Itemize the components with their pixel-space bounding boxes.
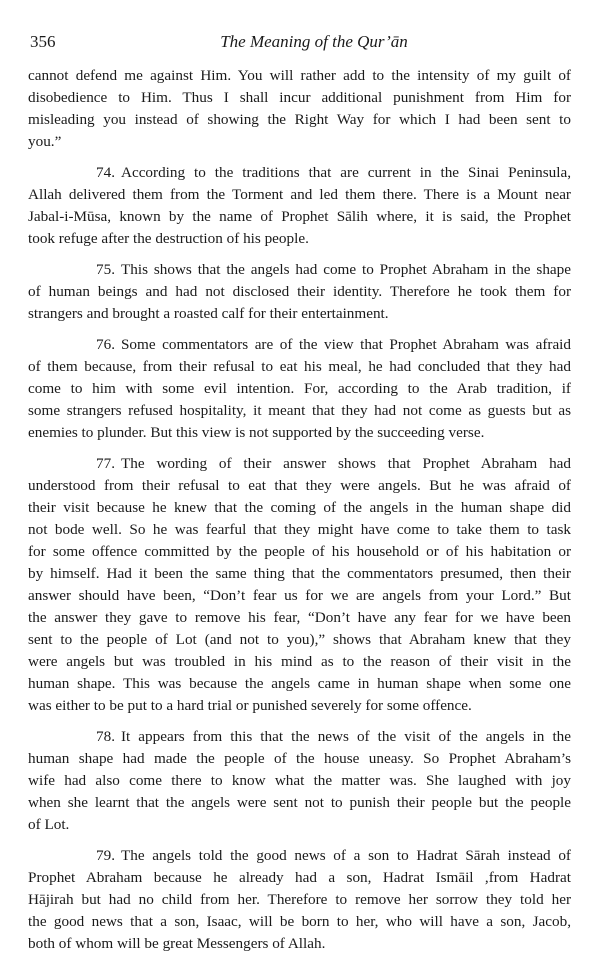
text-line: was either to be put to a hard trial or punished severely for some offence.	[28, 697, 472, 714]
text-line: not bode well. So he was fearful that they might have come to take them to task	[28, 521, 571, 538]
line-text: It appears from this that the news of the visit of the angels in the	[120, 728, 571, 745]
text-line: the good news that a son, Isaac, will be born to her, who will have a son, Jacob,	[28, 913, 571, 930]
line-text: According to the traditions that are current in the Sinai Peninsula,	[120, 164, 571, 181]
text-line: strangers and brought a roasted calf for their entertainment.	[28, 305, 389, 322]
note-number: 79.	[96, 847, 115, 864]
text-line	[28, 334, 571, 356]
text-line: sent to the people of Lot (and not to you),” shows that Abraham knew that they	[28, 631, 571, 648]
line-text: Some commentators are of the view that Prophet Abraham was afraid	[120, 336, 571, 353]
text-line: of human beings and had not disclosed their identity. Therefore he took them for	[28, 283, 571, 300]
text-line: you.”	[28, 133, 62, 150]
text-line	[28, 453, 571, 475]
text-line	[28, 845, 571, 867]
text-line: human shape had made the people of the house uneasy. So Prophet Abraham’s	[28, 750, 571, 767]
note-paragraph	[28, 453, 571, 717]
note-paragraph	[28, 162, 571, 250]
text-line: answer should have been, “Don’t fear us for we are angels from your Lord.” But	[28, 587, 571, 604]
continuation-paragraph	[28, 65, 571, 153]
note-number: 75.	[96, 261, 115, 278]
note-number: 76.	[96, 336, 115, 353]
line-text: This shows that the angels had come to Prophet Abraham in the shape	[120, 261, 571, 278]
text-line: human shape. This was because the angels came in human shape when some one	[28, 675, 571, 692]
text-line: Hājirah but had no child from her. Therefore to remove her sorrow they told her	[28, 891, 571, 908]
text-line	[28, 726, 571, 748]
text-line: both of whom will be great Messengers of Allah.	[28, 935, 326, 952]
text-line: were angels but was troubled in his mind as to the reason of their visit in the	[28, 653, 571, 670]
text-line: Jabal-i-Mūsa, known by the name of Prophet Sālih where, it is said, the Prophet	[28, 208, 571, 225]
text-line: for some offence committed by the people of his household or of his habitation or	[28, 543, 571, 560]
text-line: come to him with some evil intention. For, according to the Arab tradition, if	[28, 380, 571, 397]
text-line: understood from their refusal to eat that they were angels. But he was afraid of	[28, 477, 571, 494]
text-line: disobedience to Him. Thus I shall incur additional punishment from Him for	[28, 89, 571, 106]
note-paragraph	[28, 259, 571, 325]
text-line: took refuge after the destruction of his people.	[28, 230, 309, 247]
text-line: of Lot.	[28, 816, 70, 833]
note-paragraph	[28, 334, 571, 444]
page-number: 356	[30, 32, 56, 51]
text-line: their visit because he knew that the coming of the angels in the human shape did	[28, 499, 571, 516]
note-number: 74.	[96, 164, 115, 181]
text-line: when she learnt that the angels were sent not to punish their people but the people	[28, 794, 571, 811]
text-line: wife had also come there to know what the matter was. She laughed with joy	[28, 772, 571, 789]
note-number: 78.	[96, 728, 115, 745]
line-text: The wording of their answer shows that Prophet Abraham had	[120, 455, 571, 472]
text-line: some strangers refused hospitality, it meant that they had not come as guests but as	[28, 402, 571, 419]
text-line: of them because, from their refusal to eat his meal, he had concluded that they had	[28, 358, 571, 375]
text-line: misleading you instead of showing the Right Way for which I had been sent to	[28, 111, 571, 128]
body-text	[28, 65, 571, 964]
text-line: Prophet Abraham because he already had a son, Hadrat Ismāil ,from Hadrat	[28, 869, 571, 886]
note-paragraph	[28, 845, 571, 955]
note-number: 77.	[96, 455, 115, 472]
running-title: The Meaning of the Qur’ān	[220, 32, 408, 51]
line-text: The angels told the good news of a son to Hadrat Sārah instead of	[120, 847, 571, 864]
text-line: the answer they gave to remove his fear, “Don’t have any fear for we have been	[28, 609, 571, 626]
page-header	[30, 30, 570, 54]
text-line: Allah delivered them from the Torment and led them there. There is a Mount near	[28, 186, 571, 203]
text-line	[28, 259, 571, 281]
text-line: by himself. Had it been the same thing that the commentators presumed, then their	[28, 565, 571, 582]
text-line	[28, 162, 571, 184]
note-paragraph	[28, 726, 571, 836]
text-line: enemies to plunder. But this view is not supported by the succeeding verse.	[28, 424, 485, 441]
text-line: cannot defend me against Him. You will rather add to the intensity of my guilt of	[28, 67, 571, 84]
